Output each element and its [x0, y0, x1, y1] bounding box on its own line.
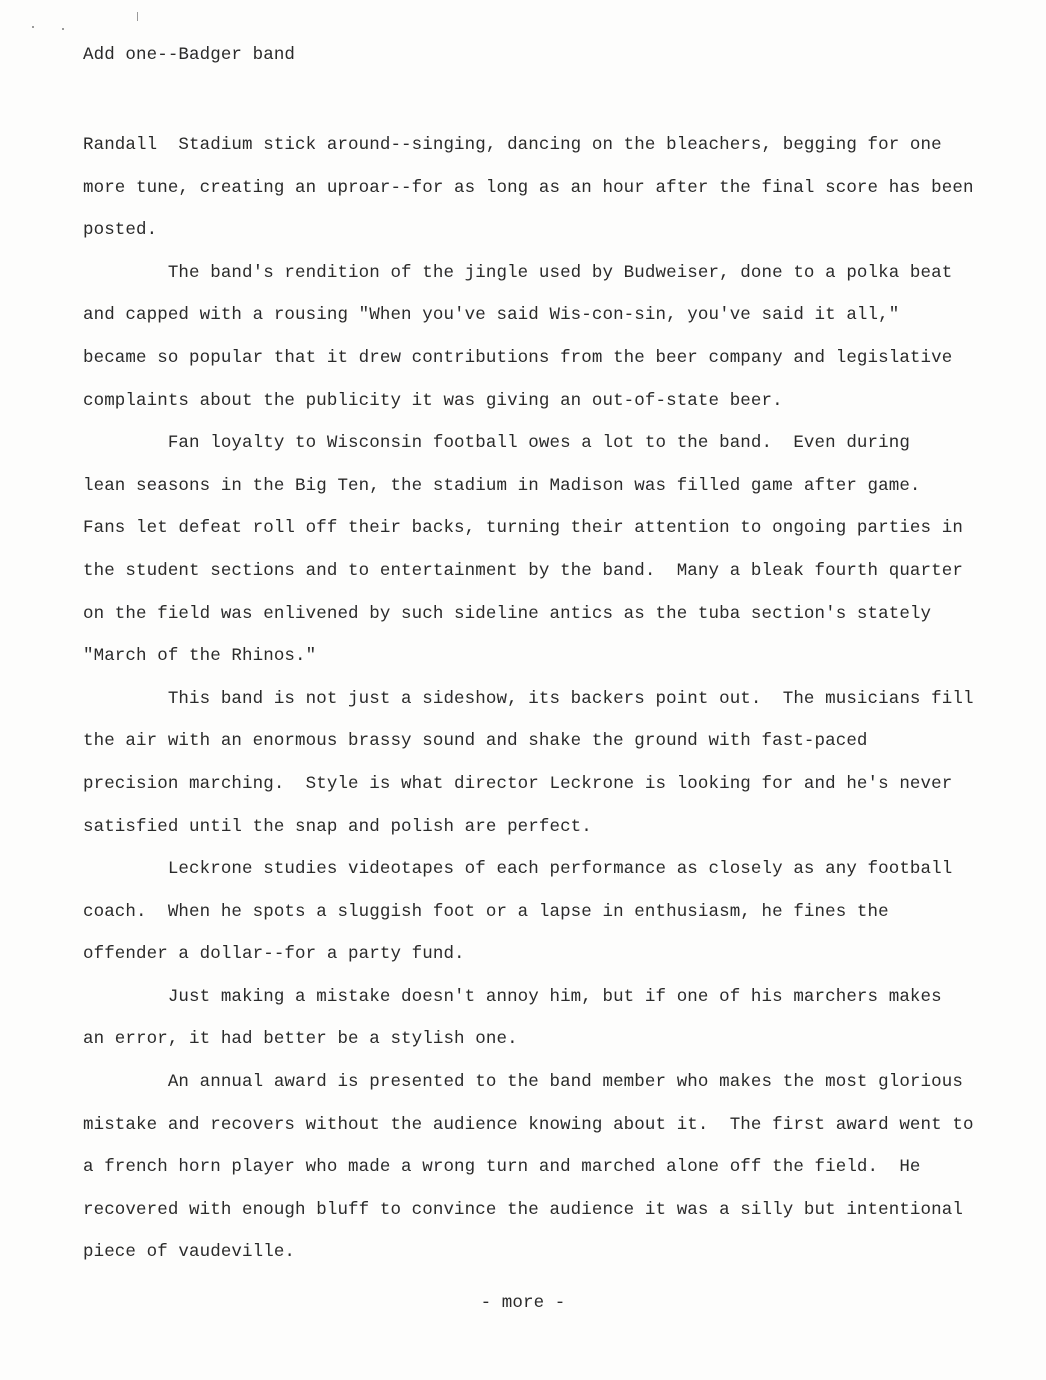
continuation-marker: - more - [480, 1293, 566, 1313]
text-line: Fans let defeat roll off their backs, turning their attention to ongoing parties in [83, 518, 963, 539]
text-line: the air with an enormous brassy sound and shake the ground with fast-paced [83, 731, 868, 752]
text-line: coach. When he spots a sluggish foot or a lapse in enthusiasm, he fines the [83, 901, 889, 922]
stray-mark [32, 26, 34, 28]
text-line: mistake and recovers without the audience knowing about it. The first award went to [83, 1114, 974, 1135]
page-slug: Add one--Badger band [83, 45, 296, 65]
text-line: An annual award is presented to the band member who makes the most glorious [83, 1072, 963, 1093]
text-line: piece of vaudeville. [83, 1242, 296, 1263]
text-line: precision marching. Style is what director Leckrone is looking for and he's never [83, 773, 953, 794]
text-line: Randall Stadium stick around--singing, dancing on the bleachers, begging for one [83, 135, 942, 155]
text-line: Just making a mistake doesn't annoy him, but if one of his marchers makes [83, 986, 942, 1007]
text-line: an error, it had better be a stylish one. [83, 1029, 518, 1050]
stray-mark [62, 28, 64, 30]
body-text [83, 130, 983, 1280]
text-line: became so popular that it drew contributions from the beer company and legislative [83, 347, 953, 368]
text-line: a french horn player who made a wrong turn and marched alone off the field. He [83, 1157, 921, 1178]
text-line: This band is not just a sideshow, its backers point out. The musicians fill [83, 688, 974, 709]
text-line: offender a dollar--for a party fund. [83, 944, 465, 965]
stray-mark [137, 12, 138, 21]
text-line: "March of the Rhinos." [83, 646, 317, 667]
text-line: posted. [83, 220, 158, 241]
text-line: the student sections and to entertainment by the band. Many a bleak fourth quarter [83, 560, 963, 581]
text-line: recovered with enough bluff to convince the audience it was a silly but intentional [83, 1199, 963, 1220]
text-line: The band's rendition of the jingle used by Budweiser, done to a polka beat [83, 262, 953, 283]
text-line: lean seasons in the Big Ten, the stadium in Madison was filled game after game. [83, 475, 921, 496]
text-line: more tune, creating an uproar--for as long as an hour after the final score has been [83, 177, 974, 198]
text-line: Leckrone studies videotapes of each performance as closely as any football [83, 859, 953, 880]
text-line: Fan loyalty to Wisconsin football owes a lot to the band. Even during [83, 433, 910, 454]
text-line: satisfied until the snap and polish are perfect. [83, 816, 592, 837]
text-line: complaints about the publicity it was giving an out-of-state beer. [83, 390, 783, 411]
text-line: on the field was enlivened by such sideline antics as the tuba section's stately [83, 603, 932, 624]
text-line: and capped with a rousing "When you've said Wis-con-sin, you've said it all," [83, 305, 900, 326]
